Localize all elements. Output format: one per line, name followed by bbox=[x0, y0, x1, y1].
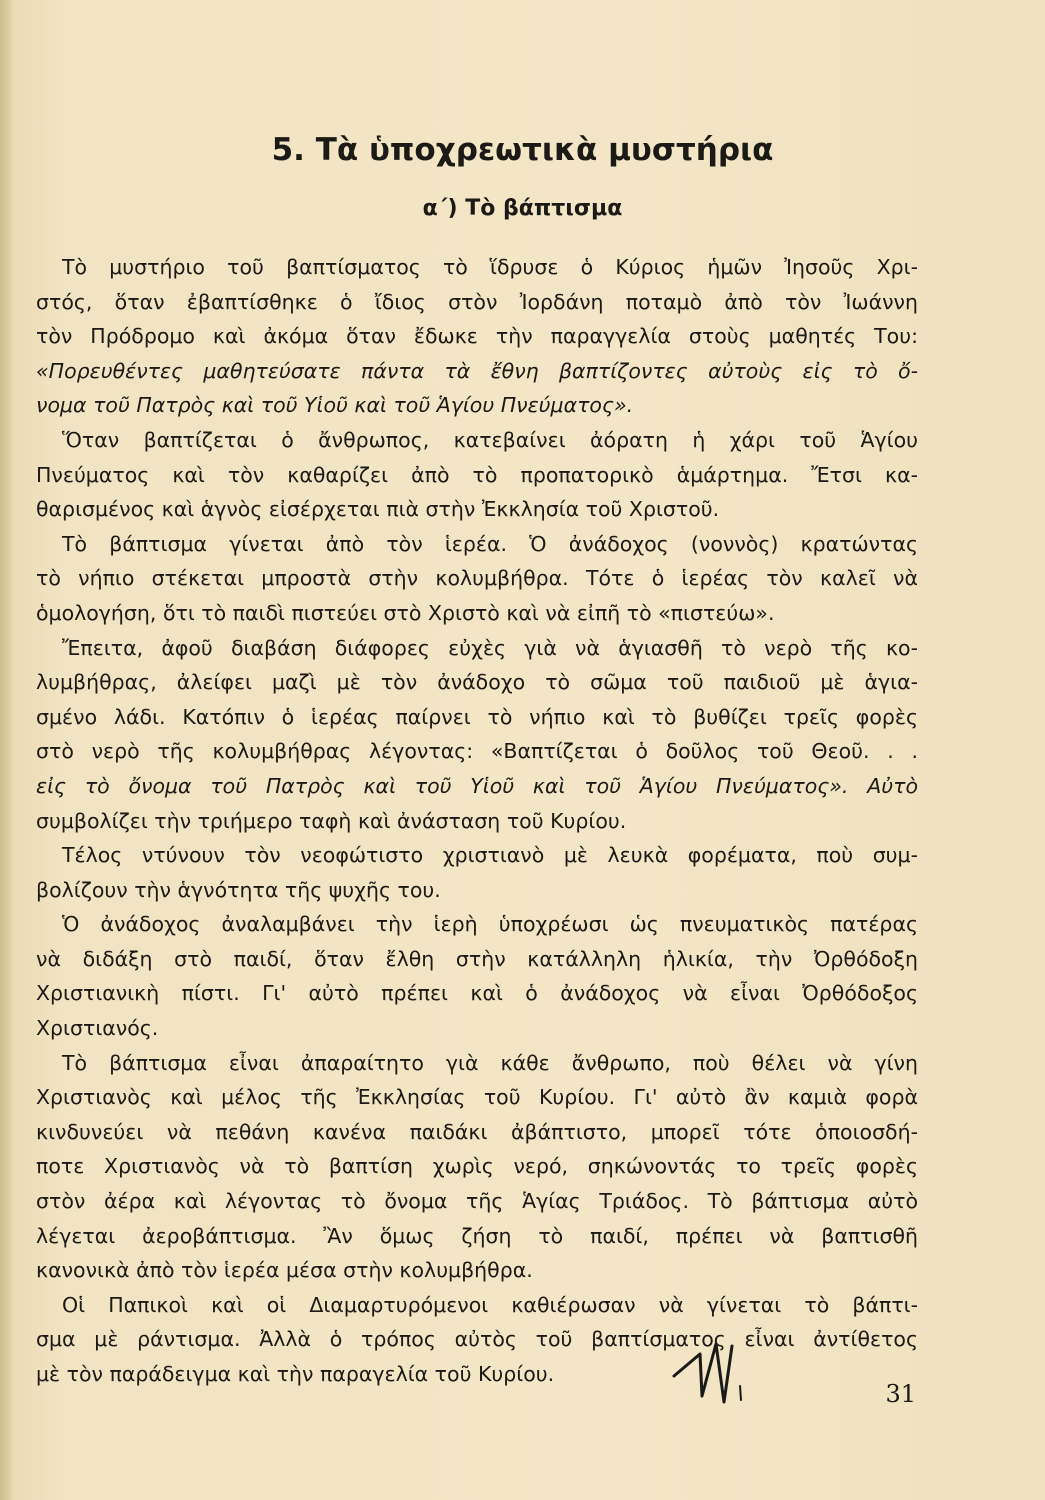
text-line: στὸν ἀέρα καὶ λέγοντας τὸ ὄνομα τῆς Ἁγίας Τριάδος. Τὸ βάπτισμα αὐτὸ bbox=[36, 1189, 918, 1214]
text-line: Χριστιανός. bbox=[36, 1016, 159, 1041]
section-title: α΄) Τὸ βάπτισμα bbox=[422, 196, 623, 221]
text-line: Τέλος ντύνουν τὸν νεοφώτιστο χριστιανὸ μὲ λευκὰ φορέματα, ποὺ συμ- bbox=[62, 843, 918, 868]
text-line: βολίζουν τὴν ἁγνότητα τῆς ψυχῆς του. bbox=[36, 877, 441, 902]
text-line: κανονικὰ ἀπὸ τὸν ἱερέα μέσα στὴν κολυμβήθρα. bbox=[36, 1258, 533, 1283]
text-line: Τὸ μυστήριο τοῦ βαπτίσματος τὸ ἵδρυσε ὁ Κύριος ἡμῶν Ἰησοῦς Χρι- bbox=[62, 255, 918, 279]
text-line: θαρισμένος καὶ ἁγνὸς εἰσέρχεται πιὰ στὴν Ἐκκλησία τοῦ Χριστοῦ. bbox=[36, 497, 720, 522]
text-line: Ὁ ἀνάδοχος ἀναλαμβάνει τὴν ἱερὴ ὑποχρέωσι ὡς πνευματικὸς πατέρας bbox=[62, 912, 918, 937]
text-line: Τὸ βάπτισμα εἶναι ἀπαραίτητο γιὰ κάθε ἄνθρωπο, ποὺ θέλει νὰ γίνη bbox=[62, 1050, 918, 1075]
text-line: κινδυνεύει νὰ πεθάνη κανένα παιδάκι ἀβάπτιστο, μπορεῖ τότε ὁποιοσδή- bbox=[36, 1119, 918, 1144]
text-line: σμα μὲ ράντισμα. Ἀλλὰ ὁ τρόπος αὐτὸς τοῦ βαπτίσματος εἶναι ἀντίθετος bbox=[36, 1327, 918, 1352]
text-line: Χριστιανὸς καὶ μέλος τῆς Ἐκκλησίας τοῦ Κυρίου. Γι' αὐτὸ ἂν καμιὰ φορὰ bbox=[36, 1085, 918, 1110]
text-line: Τὸ βάπτισμα γίνεται ἀπὸ τὸν ἱερέα. Ὁ ἀνάδοχος (νοννὸς) κρατώντας bbox=[62, 531, 918, 556]
text-line: Ὅταν βαπτίζεται ὁ ἄνθρωπος, κατεβαίνει ἀόρατη ἡ χάρι τοῦ Ἁγίου bbox=[62, 427, 918, 452]
chapter-title: 5. Τὰ ὑποχρεωτικὰ μυστήρια bbox=[271, 132, 774, 168]
text-line: τὸ νήπιο στέκεται μπροστὰ στὴν κολυμβήθρα. Τότε ὁ ἱερέας τὸν καλεῖ νὰ bbox=[36, 566, 918, 591]
handwritten-mark-icon bbox=[672, 1336, 762, 1406]
text-line: νὰ διδάξη στὸ παιδί, ὅταν ἔλθη στὴν κατάλληλη ἡλικία, τὴν Ὀρθόδοξη bbox=[36, 946, 918, 971]
text-line: εἰς τὸ ὄνομα τοῦ Πατρὸς καὶ τοῦ Υἱοῦ καὶ τοῦ Ἁγίου Πνεύματος». Αὐτὸ bbox=[36, 773, 918, 798]
text-line: συμβολίζει τὴν τριήμερο ταφὴ καὶ ἀνάσταση τοῦ Κυρίου. bbox=[36, 808, 627, 833]
text-line: Οἱ Παπικοὶ καὶ οἱ Διαμαρτυρόμενοι καθιέρωσαν νὰ γίνεται τὸ βάπτι- bbox=[62, 1292, 918, 1317]
text-line: λυμβήθρας, ἀλείφει μαζὶ μὲ τὸν ἀνάδοχο τὸ σῶμα τοῦ παιδιοῦ μὲ ἁγια- bbox=[36, 670, 918, 695]
text-line: νομα τοῦ Πατρὸς καὶ τοῦ Υἱοῦ καὶ τοῦ Ἁγίου Πνεύματος». bbox=[36, 393, 634, 418]
text-line: τὸν Πρόδρομο καὶ ἀκόμα ὅταν ἔδωκε τὴν παραγγελία στοὺς μαθητές Του: bbox=[36, 324, 918, 349]
text-line: ὁμολογήση, ὅτι τὸ παιδὶ πιστεύει στὸ Χριστὸ καὶ νὰ εἰπῆ τὸ «πιστεύω». bbox=[36, 600, 775, 625]
text-line: Ἔπειτα, ἀφοῦ διαβάση διάφορες εὐχὲς γιὰ νὰ ἁγιασθῆ τὸ νερὸ τῆς κο- bbox=[62, 635, 918, 660]
text-line: στὸ νερὸ τῆς κολυμβήθρας λέγοντας: «Βαπτίζεται ὁ δοῦλος τοῦ Θεοῦ. . . bbox=[36, 739, 918, 764]
text-line: λέγεται ἀεροβάπτισμα. Ἂν ὅμως ζήση τὸ παιδί, πρέπει νὰ βαπτισθῆ bbox=[36, 1223, 918, 1248]
text-line: «Πορευθέντες μαθητεύσατε πάντα τὰ ἔθνη βαπτίζοντες αὐτοὺς εἰς τὸ ὄ- bbox=[36, 358, 918, 383]
text-line: στός, ὅταν ἐβαπτίσθηκε ὁ ἴδιος στὸν Ἰορδάνη ποταμὸ ἀπὸ τὸν Ἰωάννη bbox=[36, 289, 918, 314]
body-text bbox=[36, 250, 918, 1392]
text-line: σμένο λάδι. Κατόπιν ὁ ἱερέας παίρνει τὸ νήπιο καὶ τὸ βυθίζει τρεῖς φορὲς bbox=[36, 704, 918, 729]
page-number: 31 bbox=[885, 1380, 916, 1408]
text-line: ποτε Χριστιανὸς νὰ τὸ βαπτίση χωρὶς νερό, σηκώνοντάς το τρεῖς φορὲς bbox=[36, 1154, 918, 1179]
text-line: Χριστιανικὴ πίστι. Γι' αὐτὸ πρέπει καὶ ὁ ἀνάδοχος νὰ εἶναι Ὀρθόδοξος bbox=[36, 981, 918, 1006]
text-line: μὲ τὸν παράδειγμα καὶ τὴν παραγελία τοῦ Κυρίου. bbox=[36, 1362, 555, 1386]
text-line: Πνεύματος καὶ τὸν καθαρίζει ἀπὸ τὸ προπατορικὸ ἁμάρτημα. Ἔτσι κα- bbox=[36, 462, 918, 487]
binding-shadow bbox=[0, 0, 14, 1500]
